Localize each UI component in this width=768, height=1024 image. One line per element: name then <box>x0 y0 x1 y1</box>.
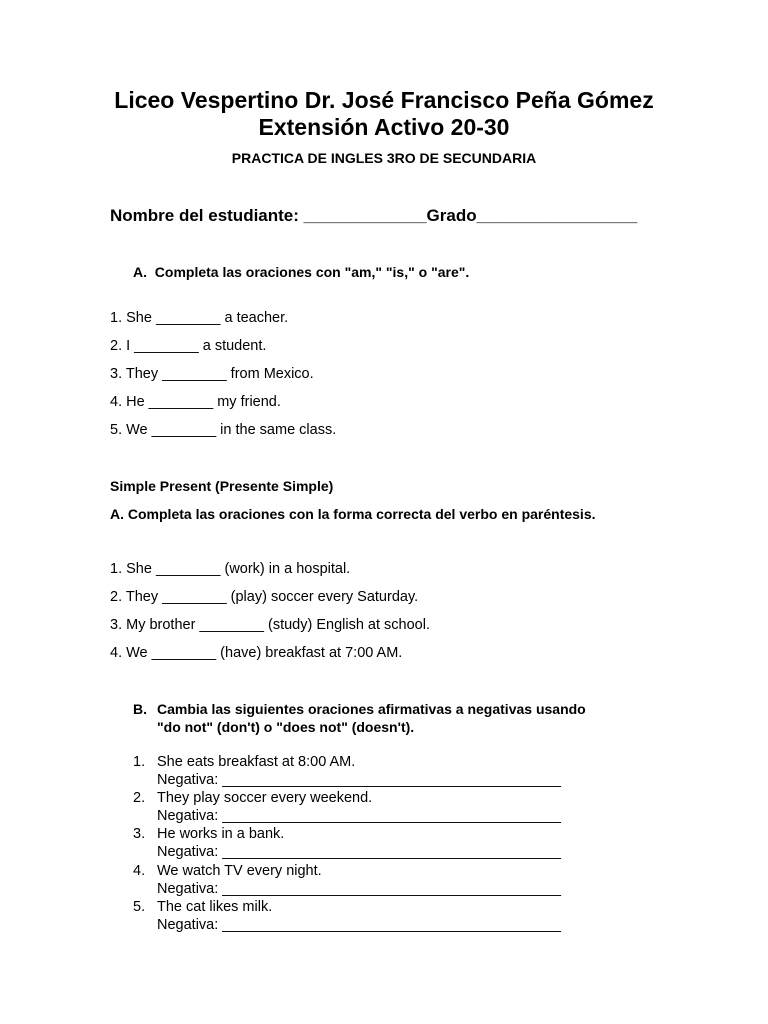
worksheet-subtitle: PRACTICA DE INGLES 3RO DE SECUNDARIA <box>231 150 537 166</box>
section-b-item-number: 4. <box>133 863 146 879</box>
section-b-item-sentence: He works in a bank. <box>157 826 285 842</box>
section-b-item-sentence: She eats breakfast at 8:00 AM. <box>157 754 356 770</box>
school-title: Liceo Vespertino Dr. José Francisco Peña Gómez <box>114 87 654 113</box>
section-a-item: 1. She ________ a teacher. <box>110 310 289 326</box>
simple-present-heading: Simple Present (Presente Simple) <box>110 478 334 494</box>
section-a-instruction: A. Completa las oraciones con "am," "is," o "are". <box>133 264 470 280</box>
section-b-item-number: 5. <box>133 899 146 915</box>
negativa-answer-line: Negativa: __________________________________________ <box>157 917 561 933</box>
section-a-item: 3. They ________ from Mexico. <box>110 366 314 382</box>
extension-title: Extensión Activo 20-30 <box>258 114 510 140</box>
simple-present-item: 2. They ________ (play) soccer every Saturday. <box>110 589 419 605</box>
section-b-instruction-line2: "do not" (don't) o "does not" (doesn't). <box>157 719 415 735</box>
student-name-grade-line: Nombre del estudiante: _____________Grado_________________ <box>110 206 638 225</box>
simple-present-item: 4. We ________ (have) breakfast at 7:00 AM. <box>110 645 403 661</box>
section-a-item: 5. We ________ in the same class. <box>110 422 337 438</box>
section-b-instruction-line1: Cambia las siguientes oraciones afirmativas a negativas usando <box>157 701 586 717</box>
simple-present-item: 1. She ________ (work) in a hospital. <box>110 561 351 577</box>
negativa-answer-line: Negativa: __________________________________________ <box>157 881 561 897</box>
section-b-label: B. <box>133 701 147 717</box>
section-b-item-number: 3. <box>133 826 146 842</box>
negativa-answer-line: Negativa: __________________________________________ <box>157 844 561 860</box>
negativa-answer-line: Negativa: __________________________________________ <box>157 808 561 824</box>
section-b-item-number: 1. <box>133 754 146 770</box>
simple-present-item: 3. My brother ________ (study) English at school. <box>110 617 430 633</box>
simple-present-instruction: A. Completa las oraciones con la forma correcta del verbo en paréntesis. <box>110 506 596 522</box>
section-b-item-sentence: We watch TV every night. <box>157 863 322 879</box>
section-b-item-sentence: They play soccer every weekend. <box>157 790 373 806</box>
section-a-item: 4. He ________ my friend. <box>110 394 281 410</box>
negativa-answer-line: Negativa: __________________________________________ <box>157 772 561 788</box>
section-a-item: 2. I ________ a student. <box>110 338 267 354</box>
section-b-item-sentence: The cat likes milk. <box>157 899 273 915</box>
section-b-item-number: 2. <box>133 790 146 806</box>
